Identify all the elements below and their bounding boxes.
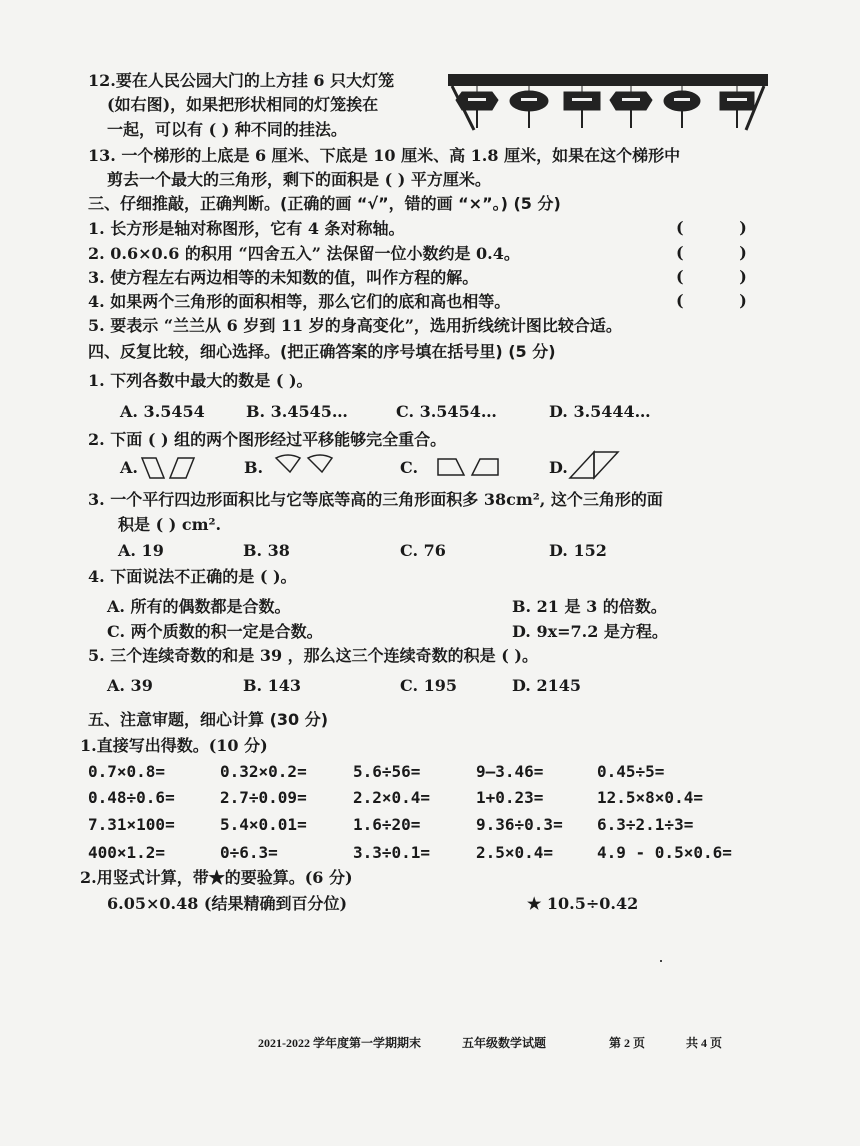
- choice-q3-option-c: C. 76: [400, 541, 446, 560]
- calc-r4c2: 0÷6.3=: [220, 843, 278, 862]
- calc-r3c4: 9.36÷0.3=: [476, 815, 563, 834]
- calc-r1c2: 0.32×0.2=: [220, 762, 307, 781]
- judge-answer-2[interactable]: ( ): [676, 243, 747, 262]
- scan-speck: [660, 960, 662, 962]
- footer-term: 2021-2022 学年度第一学期期末: [258, 1036, 421, 1050]
- section3-title: 三、仔细推敲，正确判断。(正确的画 “√”，错的画 “×”。) (5 分): [88, 194, 561, 213]
- choice-q2-stem: 2. 下面 ( ) 组的两个图形经过平移能够完全重合。: [88, 430, 447, 449]
- footer-total: 共 4 页: [686, 1036, 723, 1050]
- calc-r2c3: 2.2×0.4=: [353, 788, 431, 807]
- section4-title: 四、反复比较，细心选择。(把正确答案的序号填在括号里) (5 分): [88, 342, 556, 361]
- calc-r3c3: 1.6÷20=: [353, 815, 421, 834]
- figure-b-fans: [272, 452, 338, 478]
- calc-r2c5: 12.5×8×0.4=: [597, 788, 703, 807]
- lantern-illustration: [446, 70, 770, 136]
- judge-item-1: 1. 长方形是轴对称图形，它有 4 条对称轴。: [88, 219, 405, 238]
- choice-q5-option-a: A. 39: [107, 676, 153, 695]
- calc-r3c2: 5.4×0.01=: [220, 815, 307, 834]
- calc-r1c3: 5.6÷56=: [353, 762, 421, 781]
- choice-q1-option-b: B. 3.4545…: [246, 402, 348, 421]
- calc-r1c5: 0.45÷5=: [597, 762, 665, 781]
- choice-q1-option-c: C. 3.5454…: [396, 402, 497, 421]
- calc-r4c4: 2.5×0.4=: [476, 843, 554, 862]
- figure-d-triangles: [568, 448, 620, 480]
- choice-q3-stem2: 积是 ( ) cm².: [118, 515, 222, 534]
- choice-q2-label-c: C.: [400, 458, 419, 477]
- choice-q5-option-d: D. 2145: [512, 676, 581, 695]
- q12-line2: (如右图)，如果把形状相同的灯笼挨在: [107, 95, 379, 114]
- choice-q5-option-b: B. 143: [243, 676, 302, 695]
- section5-sub1: 1.直接写出得数。(10 分): [80, 736, 268, 755]
- choice-q4-option-c: C. 两个质数的积一定是合数。: [107, 622, 323, 641]
- figure-c-trapezoids: [434, 455, 504, 479]
- judge-item-3: 3. 使方程左右两边相等的未知数的值，叫作方程的解。: [88, 268, 479, 287]
- judge-answer-4[interactable]: ( ): [676, 291, 747, 310]
- calc-r4c1: 400×1.2=: [88, 843, 166, 862]
- choice-q5-option-c: C. 195: [400, 676, 457, 695]
- choice-q3-stem: 3. 一个平行四边形面积比与它等底等高的三角形面积多 38cm², 这个三角形的面: [88, 490, 663, 509]
- calc-r1c1: 0.7×0.8=: [88, 762, 166, 781]
- choice-q2-label-d: D.: [549, 458, 568, 477]
- vertical-calc-a: 6.05×0.48 (结果精确到百分位): [107, 894, 348, 913]
- section5-sub2: 2.用竖式计算，带★的要验算。(6 分): [80, 868, 353, 887]
- choice-q5-stem: 5. 三个连续奇数的和是 39 ，那么这三个连续奇数的积是 ( )。: [88, 646, 538, 665]
- footer-subject: 五年级数学试题: [462, 1036, 547, 1050]
- judge-item-2: 2. 0.6×0.6 的积用 “四舍五入” 法保留一位小数约是 0.4。: [88, 244, 520, 263]
- calc-r2c1: 0.48÷0.6=: [88, 788, 175, 807]
- judge-item-4: 4. 如果两个三角形的面积相等，那么它们的底和高也相等。: [88, 292, 511, 311]
- choice-q3-option-d: D. 152: [549, 541, 607, 560]
- choice-q4-option-a: A. 所有的偶数都是合数。: [107, 597, 291, 616]
- judge-answer-3[interactable]: ( ): [676, 267, 747, 286]
- choice-q1-stem: 1. 下列各数中最大的数是 ( )。: [88, 371, 313, 390]
- vertical-calc-b: ★ 10.5÷0.42: [527, 894, 639, 913]
- calc-r2c2: 2.7÷0.09=: [220, 788, 307, 807]
- judge-item-5: 5. 要表示 “兰兰从 6 岁到 11 岁的身高变化”，选用折线统计图比较合适。: [88, 316, 622, 335]
- choice-q4-option-b: B. 21 是 3 的倍数。: [512, 597, 667, 616]
- judge-answer-1[interactable]: ( ): [676, 218, 747, 237]
- calc-r2c4: 1+0.23=: [476, 788, 544, 807]
- choice-q4-stem: 4. 下面说法不正确的是 ( )。: [88, 567, 297, 586]
- choice-q4-option-d: D. 9x=7.2 是方程。: [512, 622, 668, 641]
- q12-line3: 一起，可以有 ( ) 种不同的挂法。: [107, 120, 347, 139]
- calc-r4c5: 4.9 - 0.5×0.6=: [597, 843, 732, 862]
- choice-q2-label-a: A.: [120, 458, 138, 477]
- q13-line1: 13. 一个梯形的上底是 6 厘米、下底是 10 厘米、高 1.8 厘米，如果在这个梯形中: [88, 146, 681, 165]
- footer-page: 第 2 页: [609, 1036, 646, 1050]
- choice-q3-option-b: B. 38: [243, 541, 290, 560]
- calc-r3c5: 6.3÷2.1÷3=: [597, 815, 694, 834]
- choice-q1-option-a: A. 3.5454: [120, 402, 205, 421]
- calc-r4c3: 3.3÷0.1=: [353, 843, 431, 862]
- q13-line2: 剪去一个最大的三角形，剩下的面积是 ( ) 平方厘米。: [107, 170, 491, 189]
- figure-a-parallelograms: [140, 456, 200, 480]
- choice-q2-label-b: B.: [244, 458, 264, 477]
- q12-line1: 12.要在人民公园大门的上方挂 6 只大灯笼: [88, 71, 395, 90]
- calc-r1c4: 9—3.46=: [476, 762, 544, 781]
- choice-q3-option-a: A. 19: [118, 541, 164, 560]
- choice-q1-option-d: D. 3.5444…: [549, 402, 651, 421]
- section5-title: 五、注意审题，细心计算 (30 分): [88, 710, 329, 729]
- calc-r3c1: 7.31×100=: [88, 815, 175, 834]
